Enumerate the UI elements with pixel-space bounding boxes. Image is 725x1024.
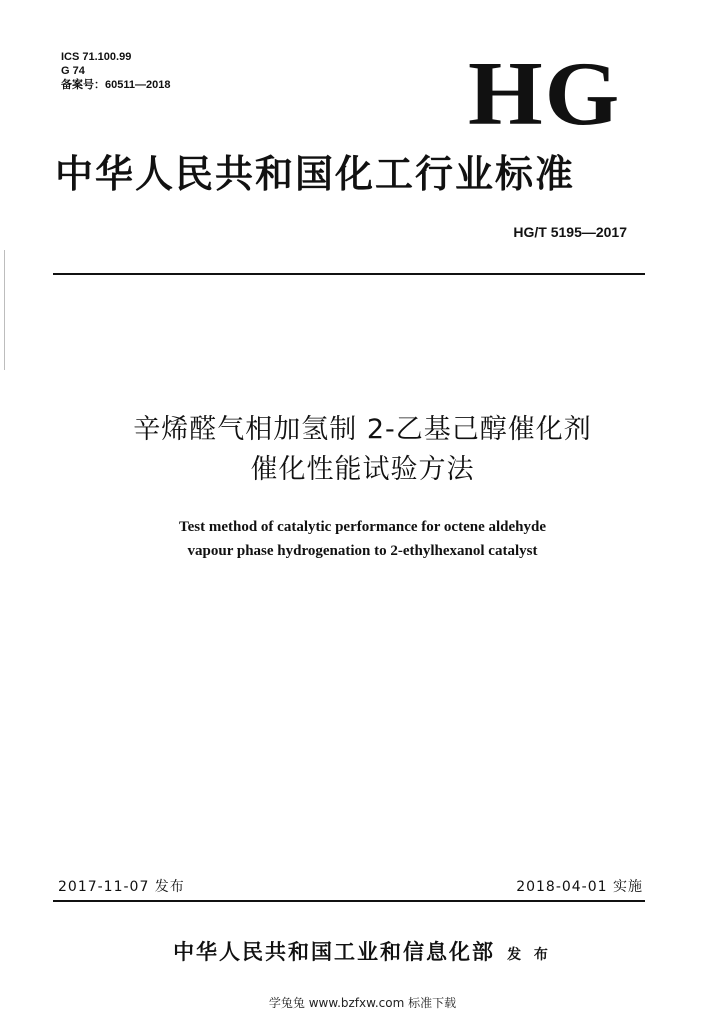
issue-date: 2017-11-07 发布: [58, 879, 185, 895]
issuer-line: [0, 936, 725, 966]
issuing-organization: 中华人民共和国工业和信息化部: [173, 939, 496, 964]
english-title-line-2: vapour phase hydrogenation to 2-ethylhexanol catalyst: [187, 543, 538, 559]
classification-block: [61, 50, 170, 92]
chinese-title-line-1: 辛烯醛气相加氢制 2-乙基己醇催化剂: [133, 414, 592, 445]
top-divider: [53, 273, 645, 275]
implementation-date: 2018-04-01 实施: [516, 879, 643, 895]
hg-logo: HG: [468, 42, 622, 144]
download-watermark: 学兔兔 www.bzfxw.com 标准下载: [268, 996, 457, 1010]
ics-code: ICS 71.100.99: [61, 51, 132, 63]
bottom-divider: [53, 900, 645, 902]
standard-code: HG/T 5195—2017: [513, 224, 627, 240]
standard-type-heading: 中华人民共和国化工行业标准: [55, 151, 576, 196]
scan-edge-mark: [4, 250, 5, 370]
record-number: 备案号：60511—2018: [61, 79, 171, 91]
category-code: G 74: [61, 65, 85, 77]
issue-action: 发 布: [507, 947, 552, 963]
chinese-title-line-2: 催化性能试验方法: [250, 454, 475, 485]
english-title-line-1: Test method of catalytic performance for octene aldehyde: [178, 519, 546, 535]
